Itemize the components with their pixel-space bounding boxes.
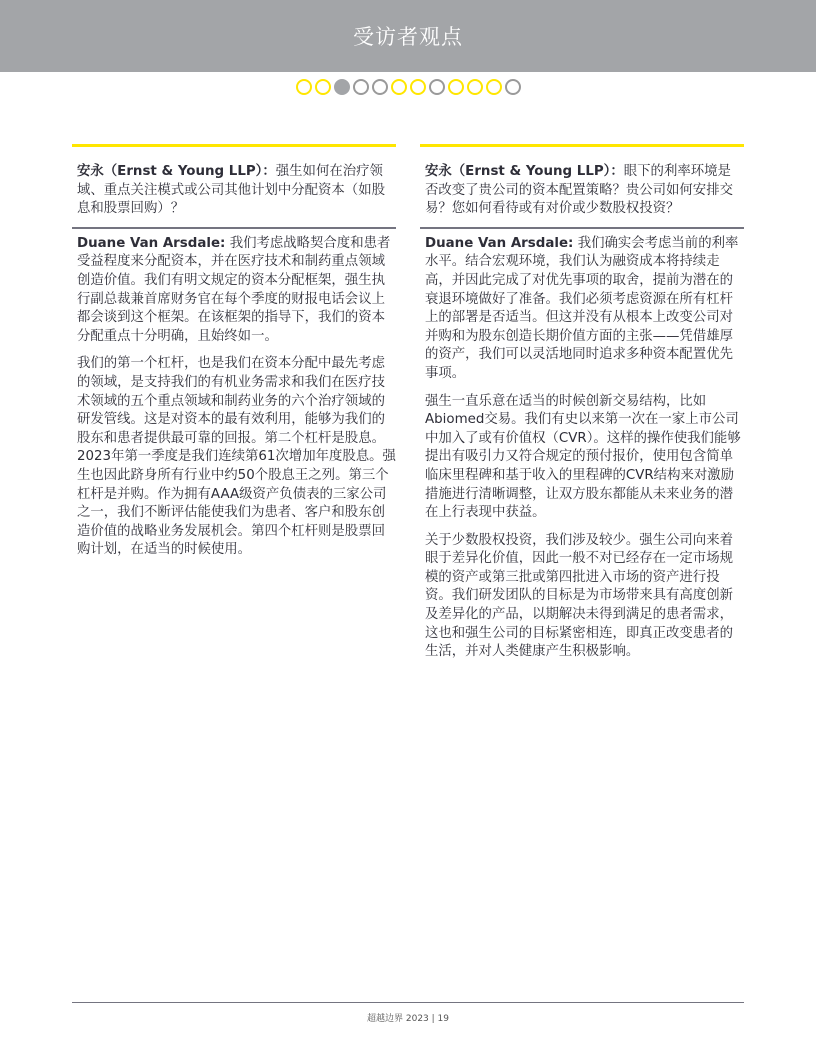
question-text: 眼下的利率环境是否改变了贵公司的资本配置策略？贵公司如何安排交易？您如何看待或有对价或少数股权投资？ [425,164,733,217]
speaker-label: Duane Van Arsdale: [425,235,574,251]
interviewer-label: 安永（Ernst & Young LLP）： [425,164,624,179]
question-text: 强生如何在治疗领域、重点关注模式或公司其他计划中分配资本（如股息和股票回购）？ [77,164,385,217]
answer-paragraph: 关于少数股权投资，我们涉及较少。强生公司向来着眼于差异化价值，因此一般不对已经存在一定市场规模的资产或第三批或第四批进入市场的资产进行投资。我们研发团队的目标是为市场带来具有高度创新及差异化的产品，以期解决未得到满足的患者需求，这也和强生公司的目标紧密相连，即真正改变患者的生活，并对人类健康产生积极影响。 [425,532,733,660]
answer-text: 我们确实会考虑当前的利率水平。结合宏观环境，我们认为融资成本将持续走高，并因此完成了对优先事项的取舍，提前为潜在的衰退环境做好了准备。我们必须考虑资源在所有杠杆上的部署是否适当。但这并没有从根本上改变公司对并购和为股东创造长期价值方面的主张——凭借雄厚的资产，我们可以灵活地同时追求多种资本配置优先事项。 [425,235,739,381]
progress-dot-10 [467,79,483,95]
answer-paragraph [420,235,744,384]
progress-dot-1 [296,79,312,95]
answer-text: 我们考虑战略契合度和患者受益程度来分配资本，并在医疗技术和制药重点领域创造价值。我们有明文规定的资本分配框架，强生执行副总裁兼首席财务官在每个季度的财报电话会议上都会谈到这个框架。在该框架的指导下，我们的资本分配重点十分明确，且始终如一。 [77,235,391,344]
answer-paragraph: 我们的第一个杠杆，也是我们在资本分配中最先考虑的领域，是支持我们的有机业务需求和我们在医疗技术领域的五个重点领域和制药业务的六个治疗领域的研发管线。这是对资本的最有效利用，能够为我们的股东和患者提供最可靠的回报。第二个杠杆是股息。2023年第一季度是我们连续第61次增加年度股息。强生也因此跻身所有行业中约50个股息王之列。第三个杠杆是并购。作为拥有AAA级资产负债表的三家公司之一，我们不断评估能使我们为患者、客户和股东创造价值的战略业务发展机会。第四个杠杆则是股票回购计划，在适当的时候使用。 [77,356,396,558]
progress-dot-4 [353,79,369,95]
header-title: 受访者观点 [353,25,463,49]
speaker-label: Duane Van Arsdale: [77,235,226,251]
left-column [72,144,396,569]
interviewer-question [420,163,744,219]
progress-dot-8 [429,79,445,95]
progress-dot-7 [410,79,426,95]
page-footer: 超越边界 2023 | 19 [367,1014,449,1024]
yellow-divider [72,144,396,147]
answer-paragraph: 强生一直乐意在适当的时候创新交易结构，比如Abiomed交易。我们有史以来第一次在一家上市公司中加入了或有价值权（CVR）。这样的操作使我们能够提出有吸引力又符合规定的预付报价，使用包含简单临床里程碑和基于收入的里程碑的CVR结构来对激励措施进行清晰调整，让双方股东都能从未来业务的潜在上行表现中获益。 [425,393,741,521]
progress-dot-12 [505,79,521,95]
interviewer-question [72,163,396,219]
right-column [420,144,744,671]
section-progress-indicator [0,79,816,95]
progress-dot-6 [391,79,407,95]
progress-dot-2 [315,79,331,95]
yellow-divider [420,144,744,147]
answer-paragraph [72,235,396,347]
progress-dot-11 [486,79,502,95]
gray-divider [420,227,744,229]
progress-dot-5 [372,79,388,95]
interviewer-label: 安永（Ernst & Young LLP）： [77,164,276,179]
progress-dot-9 [448,79,464,95]
progress-dot-3 [334,79,350,95]
gray-divider [72,227,396,229]
page-header [0,0,816,72]
footer-divider [72,1002,744,1003]
